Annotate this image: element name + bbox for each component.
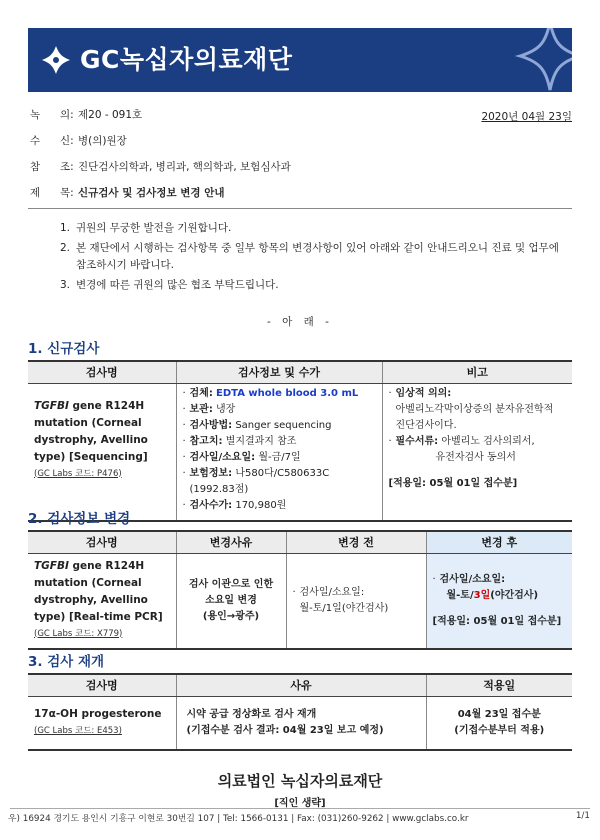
test-resume-table — [28, 673, 572, 751]
paragraph-3-text: 변경에 따른 귀원의 많은 협조 부탁드립니다. — [76, 279, 279, 291]
test-name — [34, 398, 170, 466]
seal-omitted-note: [직인 생략] — [274, 798, 326, 809]
paragraph-3-number: 3. — [60, 279, 71, 291]
reference-label-1: 참 — [30, 161, 41, 173]
recipient-label-1: 수 — [30, 135, 41, 147]
column-header: 변경사유 — [176, 531, 286, 553]
test-name-cell — [28, 696, 176, 750]
paragraph-1-number: 1. — [60, 222, 71, 234]
apply-date: [적용일: 05월 01일 접수분] — [432, 615, 562, 627]
footer-divider — [10, 808, 590, 809]
after-list — [433, 572, 567, 604]
below-marker: - 아 래 - — [267, 316, 333, 328]
reason-line: (용인→광주) — [202, 610, 260, 622]
test-name-rest: gene R124H mutation (Corneal dystrophy, Avellino type) [Sequencing] — [34, 399, 148, 463]
paragraph-3 — [60, 277, 560, 294]
list-item: · 임상적 의의: 아벨리노각막이상증의 분자유전학적 진단검사이다. — [389, 386, 567, 434]
resume-reason-cell — [176, 696, 426, 750]
gc-cross-logo-icon — [40, 44, 72, 76]
section-3-title: 3. 검사 재개 — [28, 654, 105, 670]
recipient-value: 병(의)원장 — [78, 135, 127, 147]
column-header: 비고 — [382, 361, 572, 383]
list-item: · 보험정보: 나580다/C580633C (1992.83점) — [183, 466, 376, 498]
footer-address: 우) 16924 경기도 용인시 기흥구 이현로 30번길 107 | Tel: 1566-0131 | Fax: (031)260-9262 | www.gclabs.co.kr — [8, 814, 469, 824]
before-cell — [286, 553, 426, 649]
reference-label-2: 조: — [60, 161, 74, 173]
header-divider — [28, 208, 572, 209]
lab-code: (GC Labs 코드: P476) — [34, 468, 122, 479]
test-name-cell — [28, 553, 176, 649]
column-header: 변경 전 — [286, 531, 426, 553]
issuer-name: 의료법인 녹십자의료재단 — [217, 772, 383, 790]
apply-date: [적용일: 05월 01일 접수분] — [388, 477, 518, 489]
test-info-cell — [176, 383, 382, 521]
gene-name: TGFBI — [34, 399, 69, 412]
test-name: 17α-OH progesterone — [34, 708, 162, 721]
recipient-label-2: 신: — [60, 135, 74, 147]
paragraph-1-text: 귀원의 무궁한 발전을 기원합니다. — [76, 222, 232, 234]
section-1-title: 1. 신규검사 — [28, 341, 100, 357]
list-item: · 보관: 냉장 — [183, 402, 376, 418]
column-header: 사유 — [176, 674, 426, 696]
decorative-cross-icon — [514, 28, 572, 92]
test-change-table — [28, 530, 572, 650]
apply-line: (기접수분부터 적용) — [454, 724, 545, 736]
after-cell — [426, 553, 572, 649]
paragraph-2-number: 2. — [60, 242, 71, 254]
gene-name: TGFBI — [34, 559, 69, 572]
column-header: 검사정보 및 수가 — [176, 361, 382, 383]
brand-logo-text: GC녹십자의료재단 — [80, 45, 293, 74]
header-banner — [28, 28, 572, 92]
apply-line: 04월 23일 접수분 — [457, 708, 541, 720]
column-header: 검사명 — [28, 674, 176, 696]
test-info-list — [183, 386, 376, 514]
reference-value: 진단검사의학과, 병리과, 핵의학과, 보험심사과 — [78, 161, 291, 173]
list-item: · 검체: EDTA whole blood 3.0 mL — [183, 386, 376, 402]
subject-label-2: 목: — [60, 187, 74, 199]
paragraph-2 — [60, 240, 560, 274]
before-list — [293, 585, 420, 617]
column-header: 적용일 — [426, 674, 572, 696]
subject-label-1: 제 — [30, 187, 41, 199]
letter-body — [60, 220, 560, 297]
section-2-title: 2. 검사정보 변경 — [28, 511, 131, 527]
remarks-list — [389, 386, 567, 466]
change-reason-cell — [176, 553, 286, 649]
lab-code: (GC Labs 코드: E453) — [34, 726, 122, 737]
list-item: · 검사일/소요일: 월-금/7일 — [183, 450, 376, 466]
remarks-cell — [382, 383, 572, 521]
page-number: 1/1 — [575, 811, 590, 821]
list-item: · 검사일/소요일: 월-토/3일(야간검사) — [433, 572, 567, 604]
reason-line: 소요일 변경 — [205, 594, 257, 606]
apply-date-cell — [426, 696, 572, 750]
reason-line: 검사 이관으로 인한 — [188, 578, 274, 590]
list-item: · 검사일/소요일: 월-토/1일(야간검사) — [293, 585, 420, 617]
column-header: 변경 후 — [426, 531, 572, 553]
lab-code: (GC Labs 코드: X779) — [34, 628, 123, 639]
doc-number-label-2: 의: — [60, 109, 74, 121]
test-name — [34, 558, 170, 626]
column-header: 검사명 — [28, 361, 176, 383]
list-item: · 참고치: 별지결과지 참조 — [183, 434, 376, 450]
reason-line: (기접수분 검사 결과: 04월 23일 보고 예정) — [186, 724, 384, 736]
subject-value: 신규검사 및 검사정보 변경 안내 — [78, 187, 225, 199]
document-date: 2020년 04월 23일 — [481, 111, 572, 123]
list-item: · 검사수가: 170,980원 — [183, 498, 376, 514]
reason-line: 시약 공급 정상화로 검사 재개 — [186, 708, 317, 720]
test-name-cell — [28, 383, 176, 521]
list-item: · 검사방법: Sanger sequencing — [183, 418, 376, 434]
paragraph-2-text: 본 재단에서 시행하는 검사항목 중 일부 항목의 변경사항이 있어 아래와 같이 안내드리오니 진료 및 업무에 참조하시기 바랍니다. — [76, 242, 559, 271]
doc-number-value: 제20 - 091호 — [78, 109, 143, 121]
test-name-rest: gene R124H mutation (Corneal dystrophy, Avellino type) [Real-time PCR] — [34, 559, 163, 623]
column-header: 검사명 — [28, 531, 176, 553]
doc-number-label-1: 녹 — [30, 109, 41, 121]
new-test-table — [28, 360, 572, 522]
paragraph-1 — [60, 220, 560, 237]
list-item: · 필수서류: 아벨리노 검사의뢰서, 유전자검사 동의서 — [389, 434, 567, 466]
